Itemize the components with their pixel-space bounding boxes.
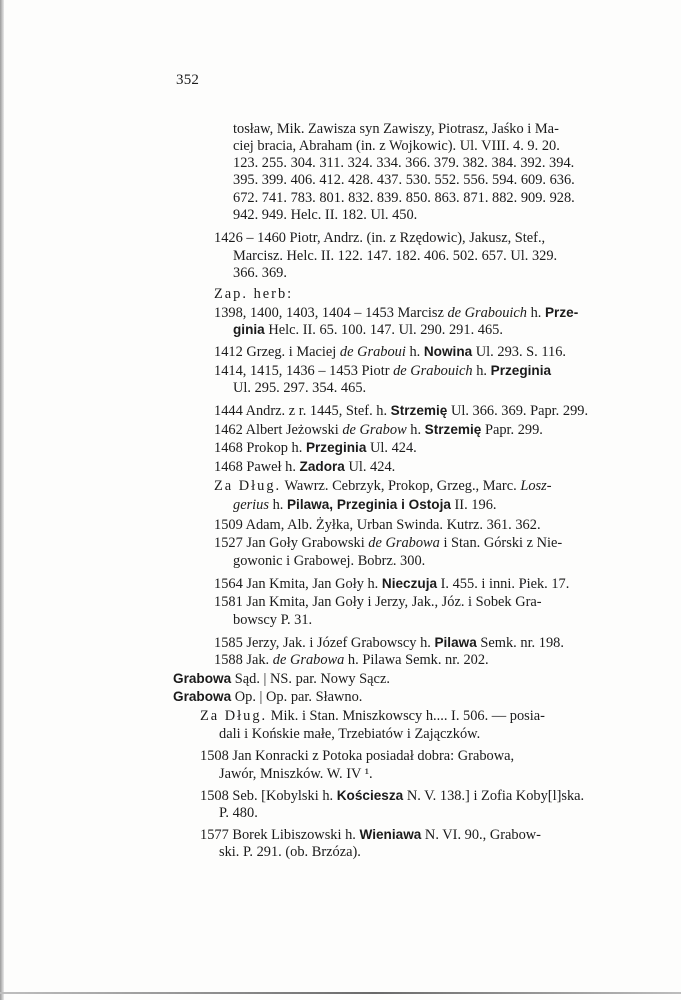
text-line: 1462 Albert Jeżowski de Grabow h. Strzemię Papr. 299. (214, 422, 543, 438)
text-line: 395. 399. 406. 412. 428. 437. 530. 552. 556. 594. 609. 636. (233, 172, 575, 188)
text-line: Za Dług. Mik. i Stan. Mniszkowscy h.... I. 506. — posia- (200, 708, 545, 724)
text-line: 1444 Andrz. z r. 1445, Stef. h. Strzemię Ul. 366. 369. Papr. 299. (214, 403, 589, 419)
text-line: ginia Helc. II. 65. 100. 147. Ul. 290. 291. 465. (233, 322, 503, 338)
text-line: 1585 Jerzy, Jak. i Józef Grabowscy h. Pilawa Semk. nr. 198. (214, 635, 564, 651)
text-line: gowonic i Grabowej. Bobrz. 300. (233, 553, 426, 569)
text-line: ciej bracia, Abraham (in. z Wojkowic). Ul. VIII. 4. 9. 20. (233, 138, 560, 154)
text-line: Za Dług. Wawrz. Cebrzyk, Prokop, Grzeg., Marc. Losz- (214, 478, 552, 494)
text-line: 1412 Grzeg. i Maciej de Graboui h. Nowina Ul. 293. S. 116. (214, 344, 567, 360)
text-line: 1468 Prokop h. Przeginia Ul. 424. (214, 440, 417, 456)
text-line: 672. 741. 783. 801. 832. 839. 850. 863. 871. 882. 909. 928. (233, 190, 575, 206)
text-line: 1564 Jan Kmita, Jan Goły h. Nieczuja I. 455. i inni. Piek. 17. (214, 576, 570, 592)
page-edge-shadow (0, 0, 4, 1000)
text-line: 1509 Adam, Alb. Żyłka, Urban Swinda. Kutrz. 361. 362. (214, 517, 541, 533)
text-line: 1508 Jan Konracki z Potoka posiadał dobra: Grabowa, (200, 748, 515, 764)
text-line: tosław, Mik. Zawisza syn Zawiszy, Piotrasz, Jaśko i Ma- (233, 121, 559, 137)
text-line: 1527 Jan Goły Grabowski de Grabowa i Stan. Górski z Nie- (214, 535, 563, 551)
text-line: ski. P. 291. (ob. Brzóza). (219, 844, 361, 860)
text-line: 1414, 1415, 1436 – 1453 Piotr de Grabouich h. Przeginia (214, 363, 552, 379)
text-line: P. 480. (219, 805, 258, 821)
text-line: 1426 – 1460 Piotr, Andrz. (in. z Rzędowic), Jakusz, Stef., (214, 230, 546, 246)
text-line: 1398, 1400, 1403, 1404 – 1453 Marcisz de Grabouich h. Prze- (214, 305, 579, 321)
text-line: bowscy P. 31. (233, 612, 313, 628)
text-line: 1468 Paweł h. Zadora Ul. 424. (214, 459, 396, 475)
text-line: Marcisz. Helc. II. 122. 147. 182. 406. 502. 657. Ul. 329. (233, 248, 558, 264)
text-line: Ul. 295. 297. 354. 465. (233, 380, 367, 396)
page-number: 352 (176, 72, 200, 88)
text-line: Jawór, Mniszków. W. IV ¹. (219, 766, 373, 782)
text-line: 1588 Jak. de Grabowa h. Pilawa Semk. nr. 202. (214, 652, 489, 668)
text-line: 1577 Borek Libiszowski h. Wieniawa N. VI. 90., Grabow- (200, 827, 541, 843)
text-line: 1581 Jan Kmita, Jan Goły i Jerzy, Jak., Józ. i Sobek Gra- (214, 594, 542, 610)
text-line: gerius h. Pilawa, Przeginia i Ostoja II. 196. (233, 497, 497, 513)
entry-heading-grabowa-op: Grabowa Op. | Op. par. Sławno. (173, 689, 363, 705)
text-line: 942. 949. Helc. II. 182. Ul. 450. (233, 207, 418, 223)
page-bottom-edge (0, 992, 681, 994)
text-line: 123. 255. 304. 311. 324. 334. 366. 379. 382. 384. 392. 394. (233, 155, 575, 171)
text-line: 366. 369. (233, 265, 287, 281)
section-heading-herb: Zap. herb: (214, 286, 294, 302)
text-line: dali i Końskie małe, Trzebiatów i Zajączków. (219, 726, 481, 742)
entry-heading-grabowa-sad: Grabowa Sąd. | NS. par. Nowy Sącz. (173, 671, 390, 687)
text-line: 1508 Seb. [Kobylski h. Kościesza N. V. 138.] i Zofia Koby[l]ska. (200, 788, 585, 804)
